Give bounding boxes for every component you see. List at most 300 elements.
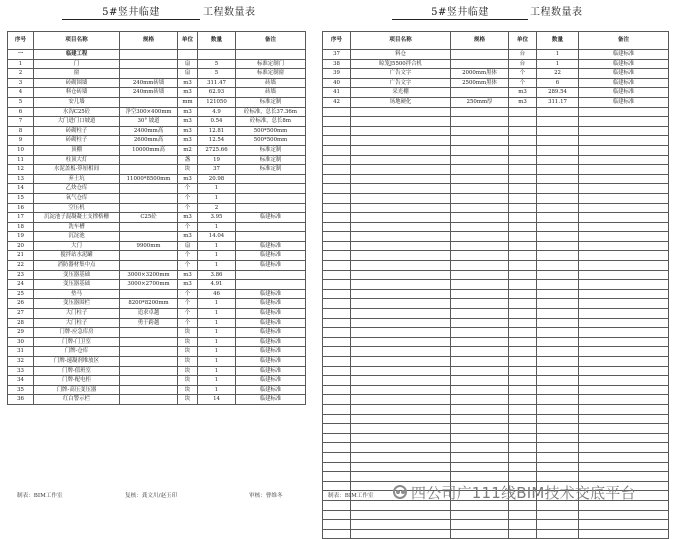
table-cell bbox=[579, 452, 669, 462]
table-cell bbox=[537, 213, 579, 223]
table-cell: 大门进门口坡道 bbox=[34, 117, 120, 127]
table-cell bbox=[579, 318, 669, 328]
table-cell bbox=[579, 347, 669, 357]
table-cell: 临建标准 bbox=[579, 69, 669, 79]
table-cell: 13 bbox=[8, 174, 34, 184]
table-cell: 30° 坡道 bbox=[120, 117, 178, 127]
table-cell bbox=[120, 328, 178, 338]
table-cell: 临建标准 bbox=[236, 376, 306, 386]
table-row bbox=[8, 357, 306, 367]
table-cell: m3 bbox=[178, 280, 198, 290]
footer-approved-by: 审核：曹维冬 bbox=[249, 493, 283, 499]
table-row bbox=[8, 385, 306, 395]
table-cell bbox=[537, 232, 579, 242]
table-cell: 3000×3200mm bbox=[120, 270, 178, 280]
table-cell bbox=[451, 289, 509, 299]
table-cell bbox=[323, 222, 351, 232]
table-cell bbox=[120, 366, 178, 376]
table-cell: 标准定制门 bbox=[236, 59, 306, 69]
table-cell bbox=[351, 213, 451, 223]
table-cell bbox=[509, 443, 537, 453]
table-cell bbox=[451, 145, 509, 155]
empty-row bbox=[323, 395, 669, 405]
empty-row bbox=[323, 107, 669, 117]
table-cell bbox=[579, 357, 669, 367]
table-cell: 块 bbox=[178, 337, 198, 347]
table-cell bbox=[579, 261, 669, 271]
table-cell bbox=[351, 184, 451, 194]
table-cell bbox=[451, 443, 509, 453]
table-cell: 1 bbox=[198, 309, 236, 319]
table-cell bbox=[323, 126, 351, 136]
table-cell: 8200*8200mm bbox=[120, 299, 178, 309]
table-cell: 料仓 bbox=[351, 50, 451, 60]
table-cell: 6 bbox=[8, 107, 34, 117]
table-cell bbox=[579, 107, 669, 117]
table-cell: 临建标准 bbox=[236, 289, 306, 299]
empty-row bbox=[323, 270, 669, 280]
table-cell: 29 bbox=[8, 328, 34, 338]
table-cell bbox=[323, 433, 351, 443]
table-cell bbox=[579, 404, 669, 414]
table-cell bbox=[537, 107, 579, 117]
table-cell bbox=[509, 107, 537, 117]
table-cell bbox=[451, 155, 509, 165]
table-cell bbox=[351, 155, 451, 165]
table-cell bbox=[451, 337, 509, 347]
table-cell: 块 bbox=[178, 357, 198, 367]
table-cell bbox=[323, 318, 351, 328]
table-cell: 个 bbox=[178, 289, 198, 299]
table-row bbox=[8, 232, 306, 242]
table-cell bbox=[120, 385, 178, 395]
empty-row bbox=[323, 213, 669, 223]
table-cell: 个 bbox=[178, 193, 198, 203]
empty-row bbox=[323, 376, 669, 386]
table-cell: 289.54 bbox=[537, 88, 579, 98]
table-cell: 扇 bbox=[178, 241, 198, 251]
table-cell bbox=[351, 107, 451, 117]
table-cell: 1 bbox=[198, 299, 236, 309]
table-cell: 10000mm高 bbox=[120, 145, 178, 155]
table-cell bbox=[509, 472, 537, 482]
table-cell: m3 bbox=[178, 270, 198, 280]
table-cell: 17 bbox=[8, 213, 34, 223]
table-cell: 门牌-值班室 bbox=[34, 366, 120, 376]
table-cell: 净空300×400mm bbox=[120, 107, 178, 117]
table-cell: 2 bbox=[8, 69, 34, 79]
table-cell: 勇于跨越 bbox=[120, 318, 178, 328]
table-cell: 块 bbox=[178, 328, 198, 338]
table-cell: 31 bbox=[8, 347, 34, 357]
table-cell: 变压器基础 bbox=[34, 280, 120, 290]
table-cell: 500*500mm bbox=[236, 126, 306, 136]
table-row bbox=[8, 270, 306, 280]
empty-row bbox=[323, 328, 669, 338]
empty-row bbox=[323, 462, 669, 472]
table-cell bbox=[537, 366, 579, 376]
table-cell: 1 bbox=[198, 328, 236, 338]
table-cell bbox=[351, 251, 451, 261]
table-cell: 砖墙 bbox=[236, 78, 306, 88]
table-cell bbox=[451, 50, 509, 60]
table-cell bbox=[351, 404, 451, 414]
table-cell bbox=[579, 184, 669, 194]
table-row bbox=[8, 69, 306, 79]
table-cell bbox=[537, 174, 579, 184]
table-cell: 1 bbox=[8, 59, 34, 69]
table-cell bbox=[537, 357, 579, 367]
table-cell bbox=[537, 433, 579, 443]
table-cell bbox=[236, 184, 306, 194]
table-cell bbox=[236, 280, 306, 290]
table-cell: 垫马 bbox=[34, 289, 120, 299]
empty-row bbox=[323, 510, 669, 520]
table-cell bbox=[323, 395, 351, 405]
table-cell bbox=[579, 241, 669, 251]
table-cell: m3 bbox=[178, 126, 198, 136]
table-cell: 35 bbox=[8, 385, 34, 395]
table-cell bbox=[323, 299, 351, 309]
table-row bbox=[8, 318, 306, 328]
table-cell bbox=[451, 241, 509, 251]
table-row bbox=[8, 261, 306, 271]
table-cell bbox=[351, 117, 451, 127]
empty-row bbox=[323, 280, 669, 290]
empty-row bbox=[323, 136, 669, 146]
empty-row bbox=[323, 203, 669, 213]
table-cell: 个 bbox=[178, 261, 198, 271]
column-header: 数量 bbox=[537, 32, 579, 50]
table-cell: 1 bbox=[198, 376, 236, 386]
table-cell bbox=[537, 126, 579, 136]
table-cell: 临建标准 bbox=[236, 261, 306, 271]
table-cell: 24 bbox=[8, 280, 34, 290]
column-header: 单位 bbox=[178, 32, 198, 50]
table-cell: 33 bbox=[8, 366, 34, 376]
table-cell: 14 bbox=[198, 395, 236, 405]
empty-row bbox=[323, 155, 669, 165]
table-cell bbox=[579, 395, 669, 405]
table-cell bbox=[537, 472, 579, 482]
table-cell bbox=[579, 414, 669, 424]
table-cell bbox=[323, 328, 351, 338]
table-cell: m3 bbox=[178, 174, 198, 184]
footer-checked-by: 复核：龚文川/赵玉印 bbox=[125, 493, 178, 499]
table-cell: 10 bbox=[8, 145, 34, 155]
table-cell: 12.54 bbox=[198, 136, 236, 146]
table-cell bbox=[451, 261, 509, 271]
table-cell bbox=[120, 337, 178, 347]
table-cell bbox=[537, 328, 579, 338]
table-cell: 311.17 bbox=[537, 97, 579, 107]
table-cell bbox=[323, 270, 351, 280]
table-cell bbox=[579, 136, 669, 146]
table-cell bbox=[120, 357, 178, 367]
table-row bbox=[8, 59, 306, 69]
table-cell: 9 bbox=[8, 136, 34, 146]
column-header: 备注 bbox=[236, 32, 306, 50]
table-cell: 38 bbox=[323, 59, 351, 69]
empty-row bbox=[323, 232, 669, 242]
table-cell: 大门 bbox=[34, 241, 120, 251]
column-header: 规格 bbox=[120, 32, 178, 50]
table-cell: 个 bbox=[509, 78, 537, 88]
table-cell bbox=[351, 347, 451, 357]
table-cell: 水沟C25砼 bbox=[34, 107, 120, 117]
table-cell bbox=[509, 184, 537, 194]
table-cell: 临建标准 bbox=[236, 328, 306, 338]
table-cell: 4 bbox=[8, 88, 34, 98]
table-cell: 21 bbox=[8, 251, 34, 261]
table-cell bbox=[236, 50, 306, 60]
table-cell: 扇 bbox=[178, 59, 198, 69]
table-cell bbox=[120, 193, 178, 203]
table-cell: 16 bbox=[8, 203, 34, 213]
table-cell: m2 bbox=[178, 145, 198, 155]
table-cell: 弃土坑 bbox=[34, 174, 120, 184]
table-cell: 变压器围栏 bbox=[34, 299, 120, 309]
table-cell bbox=[509, 126, 537, 136]
table-cell bbox=[451, 529, 509, 539]
table-cell: 1 bbox=[198, 261, 236, 271]
table-cell bbox=[351, 280, 451, 290]
table-cell bbox=[537, 251, 579, 261]
table-cell: 37 bbox=[323, 50, 351, 60]
empty-row bbox=[323, 520, 669, 530]
empty-row bbox=[323, 452, 669, 462]
table-cell bbox=[351, 529, 451, 539]
table-row bbox=[8, 203, 306, 213]
table-cell bbox=[351, 433, 451, 443]
table-cell: 场地硬化 bbox=[351, 97, 451, 107]
table-cell bbox=[579, 376, 669, 386]
table-cell bbox=[451, 193, 509, 203]
table-cell: m3 bbox=[178, 78, 198, 88]
empty-row bbox=[323, 184, 669, 194]
table-cell bbox=[509, 376, 537, 386]
table-cell bbox=[579, 213, 669, 223]
column-header: 序号 bbox=[323, 32, 351, 50]
table-cell bbox=[579, 145, 669, 155]
table-cell: 42 bbox=[323, 97, 351, 107]
table-cell bbox=[120, 347, 178, 357]
table-row bbox=[8, 107, 306, 117]
table-cell: 洗车槽 bbox=[34, 222, 120, 232]
table-cell bbox=[509, 155, 537, 165]
table-cell: 台 bbox=[509, 59, 537, 69]
table-header-row bbox=[8, 32, 306, 50]
table-cell bbox=[323, 481, 351, 491]
table-cell bbox=[451, 510, 509, 520]
table-cell: 砖砌柱子 bbox=[34, 136, 120, 146]
table-cell: 1 bbox=[198, 251, 236, 261]
empty-row bbox=[323, 289, 669, 299]
table-cell bbox=[351, 376, 451, 386]
table-cell bbox=[509, 529, 537, 539]
sheet-title-suffix: 工程数量表 bbox=[203, 7, 256, 18]
table-cell bbox=[537, 145, 579, 155]
table-cell bbox=[451, 395, 509, 405]
table-row bbox=[8, 213, 306, 223]
table-cell bbox=[451, 270, 509, 280]
table-cell: 搅拌站水泥罐 bbox=[34, 251, 120, 261]
table-cell: 标准定制 bbox=[236, 165, 306, 175]
table-cell: 块 bbox=[178, 395, 198, 405]
table-cell bbox=[351, 510, 451, 520]
table-cell: 个 bbox=[178, 251, 198, 261]
table-cell bbox=[323, 337, 351, 347]
table-cell bbox=[451, 88, 509, 98]
table-cell bbox=[323, 462, 351, 472]
table-cell: 个 bbox=[178, 222, 198, 232]
table-cell bbox=[323, 193, 351, 203]
table-cell: 27 bbox=[8, 309, 34, 319]
table-cell bbox=[323, 500, 351, 510]
column-header: 备注 bbox=[579, 32, 669, 50]
table-cell bbox=[509, 136, 537, 146]
table-cell bbox=[537, 193, 579, 203]
table-cell bbox=[451, 136, 509, 146]
table-cell: 11000*8500mm bbox=[120, 174, 178, 184]
table-cell bbox=[579, 174, 669, 184]
table-cell: m3 bbox=[178, 88, 198, 98]
table-cell: 14 bbox=[8, 184, 34, 194]
table-cell bbox=[351, 385, 451, 395]
table-cell bbox=[579, 117, 669, 127]
table-cell: 20 bbox=[8, 241, 34, 251]
table-cell: 顶棚 bbox=[34, 145, 120, 155]
table-cell bbox=[537, 299, 579, 309]
table-cell bbox=[579, 309, 669, 319]
table-cell bbox=[323, 510, 351, 520]
table-cell bbox=[351, 261, 451, 271]
table-cell bbox=[451, 213, 509, 223]
table-cell: 标准定制 bbox=[236, 97, 306, 107]
table-cell bbox=[509, 270, 537, 280]
table-cell: 采光棚 bbox=[351, 88, 451, 98]
table-cell bbox=[120, 203, 178, 213]
table-cell bbox=[323, 203, 351, 213]
sheet-title-suffix: 工程数量表 bbox=[530, 7, 583, 18]
table-cell: 个 bbox=[178, 309, 198, 319]
table-cell: 广告文字 bbox=[351, 78, 451, 88]
table-cell bbox=[509, 309, 537, 319]
table-cell bbox=[451, 126, 509, 136]
table-cell: 砼标准，总长37.36m bbox=[236, 107, 306, 117]
table-cell bbox=[323, 232, 351, 242]
table-cell bbox=[323, 452, 351, 462]
empty-row bbox=[323, 126, 669, 136]
table-cell: m3 bbox=[178, 136, 198, 146]
table-cell: 250mm厚 bbox=[451, 97, 509, 107]
table-cell: 标准定制 bbox=[236, 145, 306, 155]
table-cell: 个 bbox=[178, 299, 198, 309]
table-cell bbox=[351, 241, 451, 251]
table-cell bbox=[509, 289, 537, 299]
table-cell: 临建标准 bbox=[236, 357, 306, 367]
table-cell bbox=[537, 155, 579, 165]
table-cell bbox=[537, 424, 579, 434]
table-cell: 红白警示栏 bbox=[34, 395, 120, 405]
quantity-table-right bbox=[322, 31, 669, 539]
table-cell bbox=[236, 203, 306, 213]
table-cell: 块 bbox=[178, 385, 198, 395]
table-cell bbox=[451, 107, 509, 117]
table-cell bbox=[198, 50, 236, 60]
table-row bbox=[8, 126, 306, 136]
table-cell bbox=[451, 376, 509, 386]
table-cell: 沉淀池 bbox=[34, 232, 120, 242]
table-cell bbox=[323, 184, 351, 194]
table-cell bbox=[120, 395, 178, 405]
table-cell: 门牌-配电柜 bbox=[34, 376, 120, 386]
table-row bbox=[8, 328, 306, 338]
empty-row bbox=[323, 424, 669, 434]
table-cell bbox=[451, 424, 509, 434]
watermark-text: 四公司广111线BIM技术交底平台 bbox=[411, 484, 636, 502]
table-cell: 块 bbox=[178, 376, 198, 386]
table-cell bbox=[537, 280, 579, 290]
table-cell bbox=[451, 222, 509, 232]
table-cell bbox=[351, 289, 451, 299]
table-cell bbox=[351, 126, 451, 136]
table-cell: 扇 bbox=[178, 69, 198, 79]
table-cell bbox=[579, 462, 669, 472]
table-cell bbox=[323, 357, 351, 367]
table-cell: 2000mm黑体 bbox=[451, 69, 509, 79]
table-cell: 大门柱子 bbox=[34, 309, 120, 319]
empty-row bbox=[323, 145, 669, 155]
empty-row bbox=[323, 174, 669, 184]
table-cell bbox=[451, 318, 509, 328]
table-cell bbox=[579, 337, 669, 347]
table-cell bbox=[579, 251, 669, 261]
table-cell bbox=[323, 165, 351, 175]
column-header: 序号 bbox=[8, 32, 34, 50]
table-cell: 22 bbox=[537, 69, 579, 79]
table-cell bbox=[509, 299, 537, 309]
table-cell: 料仓砖墙 bbox=[34, 88, 120, 98]
table-cell: 500*500mm bbox=[236, 136, 306, 146]
table-cell: 门牌-高压变压器 bbox=[34, 385, 120, 395]
table-cell: m3 bbox=[178, 107, 198, 117]
table-cell bbox=[351, 424, 451, 434]
table-cell bbox=[120, 184, 178, 194]
table-cell: 临建标准 bbox=[236, 337, 306, 347]
table-cell: 46 bbox=[198, 289, 236, 299]
sheet-title bbox=[322, 6, 668, 22]
table-row bbox=[8, 97, 306, 107]
table-cell bbox=[579, 203, 669, 213]
table-cell bbox=[451, 347, 509, 357]
table-cell: 临建标准 bbox=[236, 347, 306, 357]
table-cell: 一 bbox=[8, 50, 34, 60]
table-cell bbox=[323, 443, 351, 453]
table-cell: 2400mm高 bbox=[120, 126, 178, 136]
table-row bbox=[8, 289, 306, 299]
table-cell: C25砼 bbox=[120, 213, 178, 223]
table-cell bbox=[323, 385, 351, 395]
table-cell: 盏 bbox=[178, 155, 198, 165]
table-cell: m3 bbox=[178, 232, 198, 242]
table-cell: 临建标准 bbox=[236, 318, 306, 328]
table-cell: 12.81 bbox=[198, 126, 236, 136]
table-row bbox=[8, 145, 306, 155]
table-cell: 1 bbox=[198, 347, 236, 357]
table-cell bbox=[351, 193, 451, 203]
table-cell: 240mm砖墙 bbox=[120, 88, 178, 98]
